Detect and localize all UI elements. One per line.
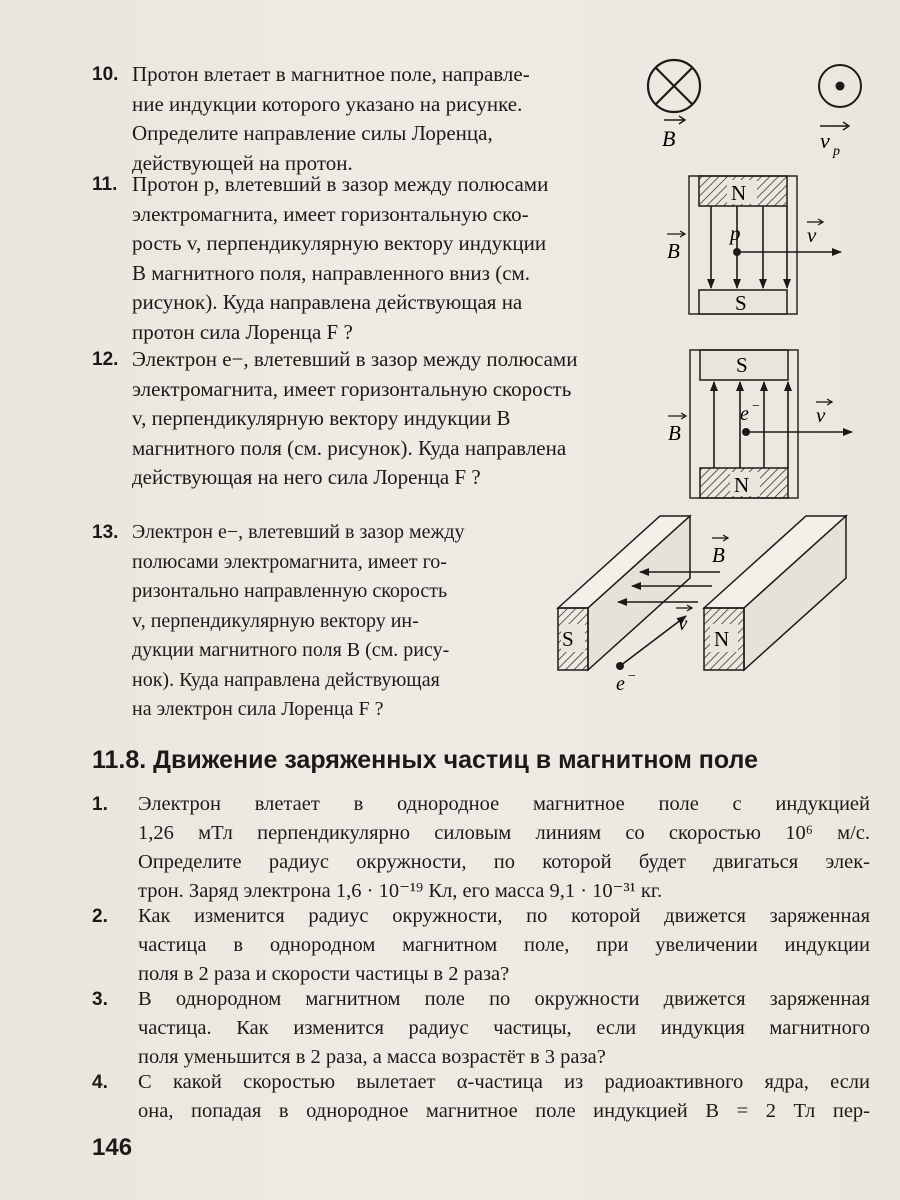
v-label: v	[816, 403, 826, 427]
text-line: v, перпендикулярную вектору индукции B	[132, 406, 511, 430]
v-label: v	[807, 223, 817, 247]
problem-text	[138, 790, 870, 906]
text-line: Как изменится радиус окружности, по которой движется заряженная	[138, 905, 870, 927]
problem-number: 2.	[92, 906, 108, 927]
minus-sign: −	[752, 399, 760, 414]
text-line: Протон влетает в магнитное поле, направле-	[132, 62, 530, 86]
problem-number: 12.	[92, 349, 119, 370]
text-line: полюсами электромагнита, имеет го-	[132, 550, 447, 573]
text-line: Электрон e−, влетевший в зазор между	[132, 521, 465, 543]
p-subscript: p	[833, 144, 840, 159]
v-label-group	[807, 219, 823, 247]
e-label: e	[616, 673, 625, 695]
text-line: нок). Куда направлена действующая	[132, 668, 440, 691]
text-line: Определите направление силы Лоренца,	[132, 121, 493, 145]
p-label: p	[730, 221, 741, 245]
problem-text	[138, 902, 870, 989]
north-pole-block	[700, 468, 788, 498]
vector-b-label	[662, 116, 685, 151]
text-line: ризонтально направленную скорость	[132, 580, 448, 602]
text-line: С какой скоростью вылетает α-частица из радиоактивного ядра, если	[138, 1071, 870, 1093]
velocity-out-of-page-symbol	[819, 65, 861, 107]
text-line: протон сила Лоренца F ?	[132, 319, 353, 344]
magnet-block-s	[558, 516, 690, 670]
vector-vp-label	[820, 122, 849, 159]
figure-10	[640, 58, 870, 170]
text-line: v, перпендикулярную вектору ин-	[132, 609, 419, 632]
text-line: магнитного поля (см. рисунок). Куда направлена	[132, 435, 567, 460]
text-line: частица. Как изменится радиус частицы, если индукция магнитного	[138, 1017, 870, 1039]
v-label-group	[676, 605, 692, 635]
n-label: N	[731, 181, 747, 205]
page-number: 146	[92, 1134, 133, 1161]
text-line: она, попадая в однородное магнитное поле индукцией B = 2 Тл пер-	[138, 1100, 870, 1122]
section-heading: 11.8. Движение заряженных частиц в магнитном поле	[92, 746, 759, 774]
text-line: Электрон e−, влетевший в зазор между полюсами	[132, 347, 578, 371]
field-lines-up	[714, 382, 788, 468]
problem-text	[132, 345, 672, 493]
b-label-group	[712, 535, 728, 567]
b-label: B	[667, 239, 680, 263]
text-line: поля уменьшится в 2 раза, а масса возрастёт в 3 раза?	[138, 1046, 606, 1068]
v-symbol: v	[820, 128, 830, 153]
text-line: дукции магнитного поля B (см. рису-	[132, 639, 450, 661]
text-line: электромагнита, имеет горизонтальную ско-	[132, 201, 529, 226]
electron-particle	[740, 399, 760, 436]
problem-text	[132, 60, 610, 178]
text-line: Определите радиус окружности, по которой будет двигаться элек-	[138, 851, 870, 873]
text-line: трон. Заряд электрона 1,6 · 10⁻¹⁹ Кл, его масса 9,1 · 10⁻³¹ кг.	[138, 880, 663, 902]
problem-number: 4.	[92, 1072, 108, 1093]
e-label: e	[740, 403, 749, 425]
problem-number: 1.	[92, 794, 108, 815]
figure-13	[548, 500, 888, 700]
text-line: ние индукции которого указано на рисунке.	[132, 91, 523, 116]
s-label: S	[562, 627, 574, 651]
text-line: электромагнита, имеет горизонтальную скорость	[132, 376, 572, 401]
field-lines-down	[711, 206, 787, 288]
text-line: Электрон влетает в однородное магнитное поле с индукцией	[138, 793, 870, 815]
figure-11	[655, 172, 855, 320]
s-label: S	[735, 291, 747, 315]
problem-text	[138, 985, 870, 1072]
problem-number: 10.	[92, 64, 119, 85]
field-into-page-symbol	[648, 60, 700, 112]
problem-text	[138, 1068, 870, 1126]
text-line: частица в однородном магнитном поле, при увеличении индукции	[138, 934, 870, 956]
text-line: действующей на протон.	[132, 150, 353, 175]
b-label: B	[712, 543, 725, 567]
s-label: S	[736, 353, 748, 377]
n-label: N	[714, 627, 730, 651]
b-label-group	[667, 231, 685, 263]
text-line: Протон p, влетевший в зазор между полюсами	[132, 172, 549, 196]
electron-particle	[616, 662, 636, 695]
problem-number: 3.	[92, 989, 108, 1010]
b-label: B	[668, 421, 681, 445]
v-label: v	[678, 611, 688, 635]
n-label: N	[734, 473, 750, 497]
problem-text	[132, 170, 650, 347]
proton-particle	[728, 221, 741, 256]
problem-text	[132, 518, 532, 725]
minus-sign: −	[628, 669, 636, 684]
b-symbol: B	[662, 126, 676, 151]
figure-12	[660, 340, 860, 502]
text-line: 1,26 мТл перпендикулярно силовым линиям со скоростью 10⁶ м/с.	[138, 822, 870, 844]
text-line: рисунок). Куда направлена действующая на	[132, 290, 523, 314]
problem-number: 11.	[92, 174, 118, 195]
south-pole-block	[699, 290, 787, 315]
text-line: B магнитного поля, направленного вниз (см.	[132, 260, 531, 285]
text-line: В однородном магнитном поле по окружности движется заряженная	[138, 988, 870, 1010]
text-line: рость v, перпендикулярную вектору индукции	[132, 231, 547, 255]
north-pole-block	[699, 176, 787, 206]
text-line: на электрон сила Лоренца F ?	[132, 698, 384, 720]
v-label-group	[816, 399, 832, 427]
problem-number: 13.	[92, 522, 119, 543]
b-label-group	[668, 413, 686, 445]
text-line: действующая на него сила Лоренца F ?	[132, 465, 481, 489]
south-pole-block	[700, 350, 788, 380]
text-line: поля в 2 раза и скорости частицы в 2 раза?	[138, 963, 510, 985]
